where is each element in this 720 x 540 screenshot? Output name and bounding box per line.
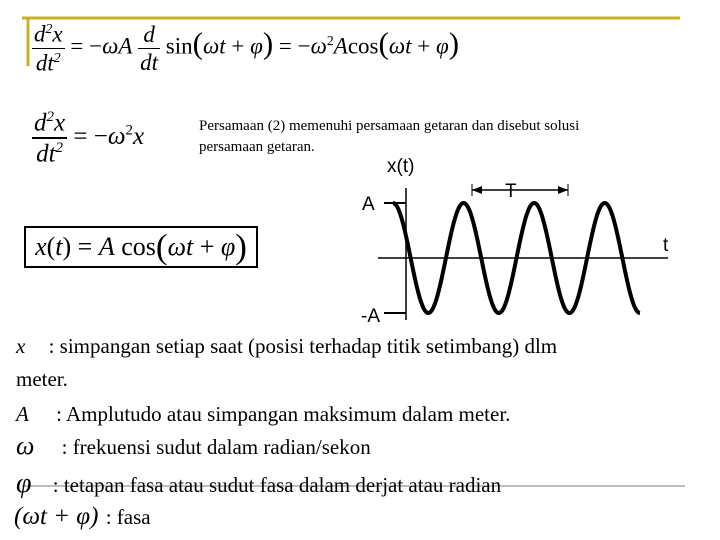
solution-box: x ( t ) = A cos ( ωt + φ ) bbox=[24, 226, 258, 268]
definition-text: : tetapan fasa atau sudut fasa dalam derjat atau radian bbox=[52, 473, 502, 497]
definition-text: : Amplutudo atau simpangan maksimum dalam meter. bbox=[56, 402, 511, 426]
note-line-1: Persamaan (2) memenuhi persamaan getaran dan disebut solusi bbox=[199, 118, 580, 134]
time-axis-label: t bbox=[663, 235, 669, 256]
definition-text: : frekuensi sudut dalam radian/sekon bbox=[61, 435, 371, 459]
definition-symbol: x bbox=[16, 334, 26, 358]
period-arrow-left-head bbox=[472, 186, 482, 194]
equation-2: $\frac{d^2x}{dt^2}$ = $-\omega^2x$ bbox=[34, 109, 145, 168]
note-line-2: persamaan getaran. bbox=[199, 139, 315, 155]
amplitude-top-label: A bbox=[362, 194, 375, 215]
definition-x bbox=[16, 336, 557, 357]
definition-symbol: φ bbox=[16, 468, 32, 499]
definition-a bbox=[16, 404, 510, 425]
definition-phase bbox=[14, 504, 151, 529]
definition-text: : fasa bbox=[105, 505, 151, 529]
definition-text: : simpangan setiap saat (posisi terhadap titik setimbang) dlm bbox=[48, 334, 558, 358]
definition-symbol: (ωt + φ) bbox=[14, 503, 99, 530]
period-arrow-right-head bbox=[558, 186, 568, 194]
equation-1: $\frac{d^2x}{dt^2}$ = −ωA $\frac{d}{dt}$ $\sin(\omega t + \varphi) = -\omega^2Acos(\omega t + \varphi)$ bbox=[34, 21, 460, 76]
definition-symbol: A bbox=[16, 402, 29, 426]
definition-x-continued: meter. bbox=[16, 367, 68, 391]
amplitude-bottom-label: -A bbox=[361, 306, 380, 327]
definition-omega bbox=[16, 433, 371, 459]
period-label: T bbox=[505, 181, 517, 202]
definition-phi bbox=[16, 470, 501, 498]
definition-symbol: ω bbox=[16, 431, 35, 460]
graph-y-title: x(t) bbox=[387, 156, 415, 177]
